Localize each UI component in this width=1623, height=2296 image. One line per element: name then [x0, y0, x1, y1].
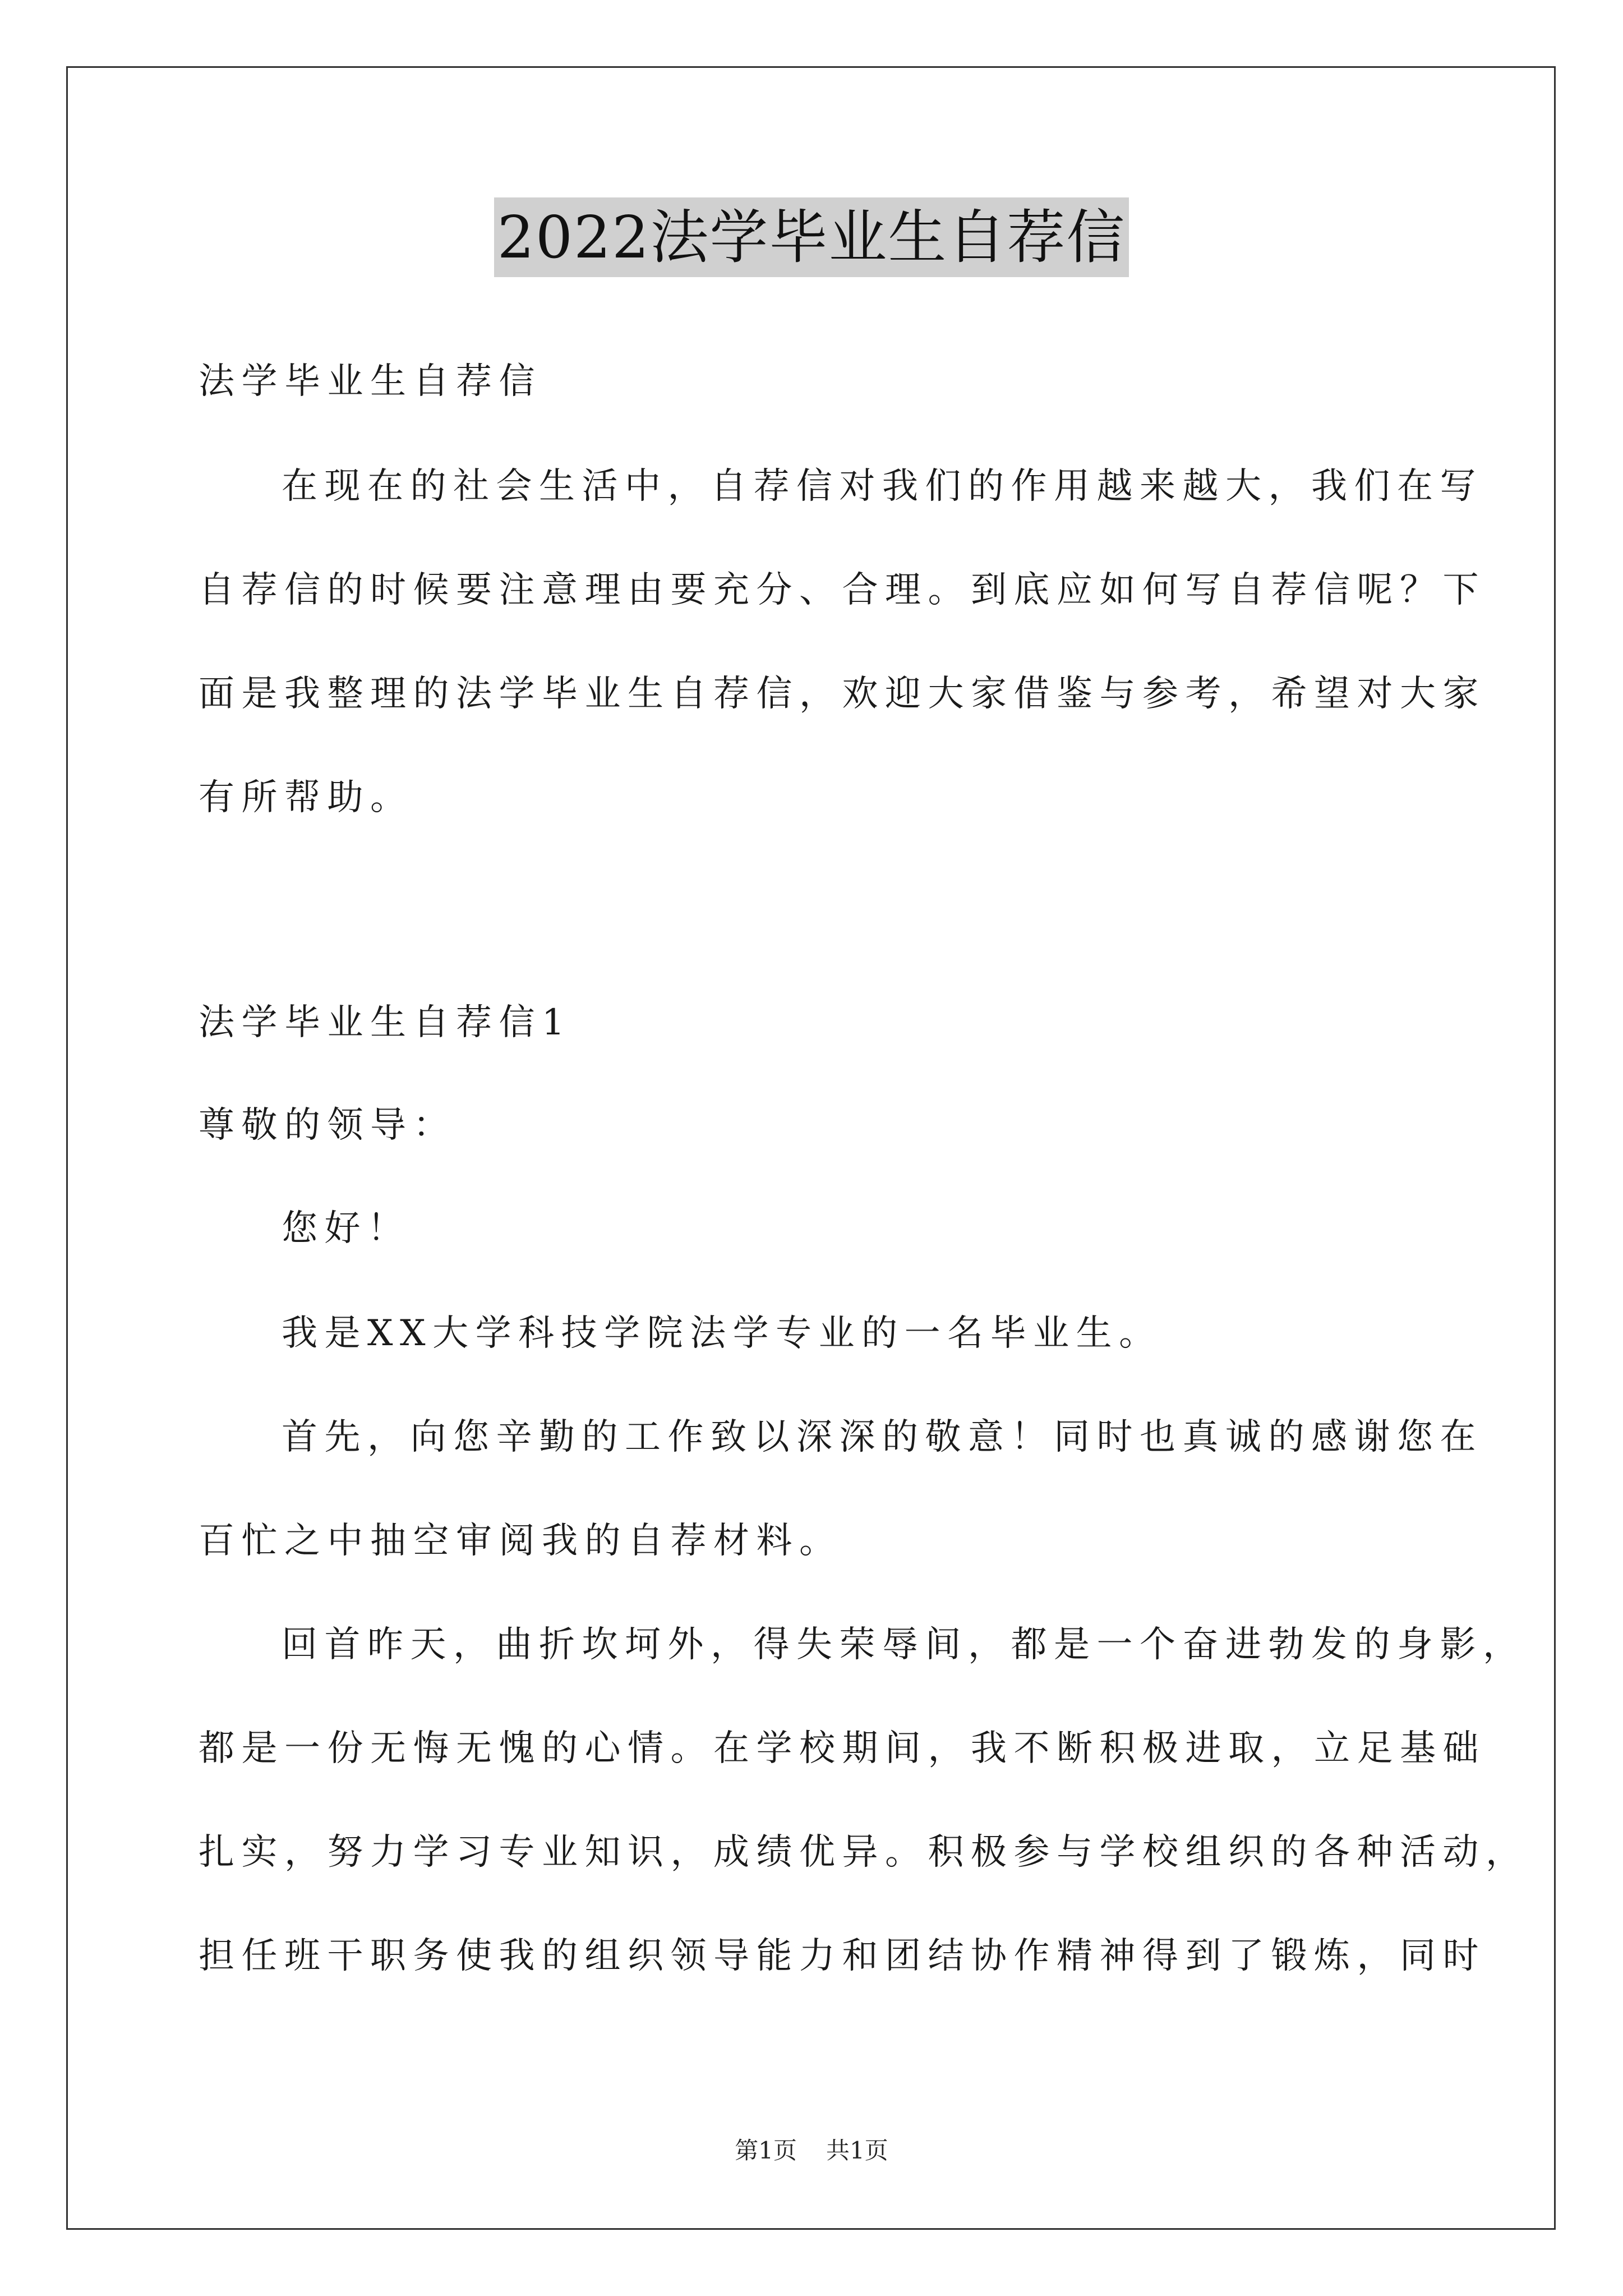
paragraph-line: 自荐信的时候要注意理由要充分、合理。到底应如何写自荐信呢？下 — [199, 569, 1486, 611]
paragraph-line: 有所帮助。 — [199, 777, 413, 818]
paragraph-line: 在现在的社会生活中，自荐信对我们的作用越来越大，我们在写 — [282, 466, 1483, 507]
page-footer — [0, 2135, 1623, 2166]
paragraph-line: 面是我整理的法学毕业生自荐信，欢迎大家借鉴与参考，希望对大家 — [199, 673, 1486, 715]
document-title: 2022法学毕业生自荐信 — [494, 197, 1129, 277]
paragraph-line: 首先，向您辛勤的工作致以深深的敬意！同时也真诚的感谢您在 — [282, 1416, 1483, 1458]
greeting-line: 您好！ — [282, 1208, 411, 1249]
paragraph-line: 扎实，努力学习专业知识，成绩优异。积极参与学校组织的各种活动， — [199, 1832, 1529, 1873]
salutation-line: 尊敬的领导： — [199, 1105, 456, 1146]
paragraph-line: 回首昨天，曲折坎坷外，得失荣辱间，都是一个奋进勃发的身影， — [282, 1624, 1526, 1665]
page-number: 第1页 — [735, 2137, 797, 2164]
paragraph-line: 都是一份无悔无愧的心情。在学校期间，我不断积极进取，立足基础 — [199, 1728, 1486, 1769]
page-total: 共1页 — [826, 2137, 888, 2164]
section-heading: 法学毕业生自荐信1 — [199, 1002, 572, 1043]
paragraph-line: 百忙之中抽空审阅我的自荐材料。 — [199, 1520, 842, 1562]
paragraph-line: 我是XX大学科技学院法学专业的一名毕业生。 — [282, 1313, 1162, 1354]
paragraph-line: 担任班干职务使我的组织领导能力和团结协作精神得到了锻炼，同时 — [199, 1935, 1486, 1977]
title-container — [0, 197, 1623, 277]
subtitle-line: 法学毕业生自荐信 — [199, 361, 542, 402]
